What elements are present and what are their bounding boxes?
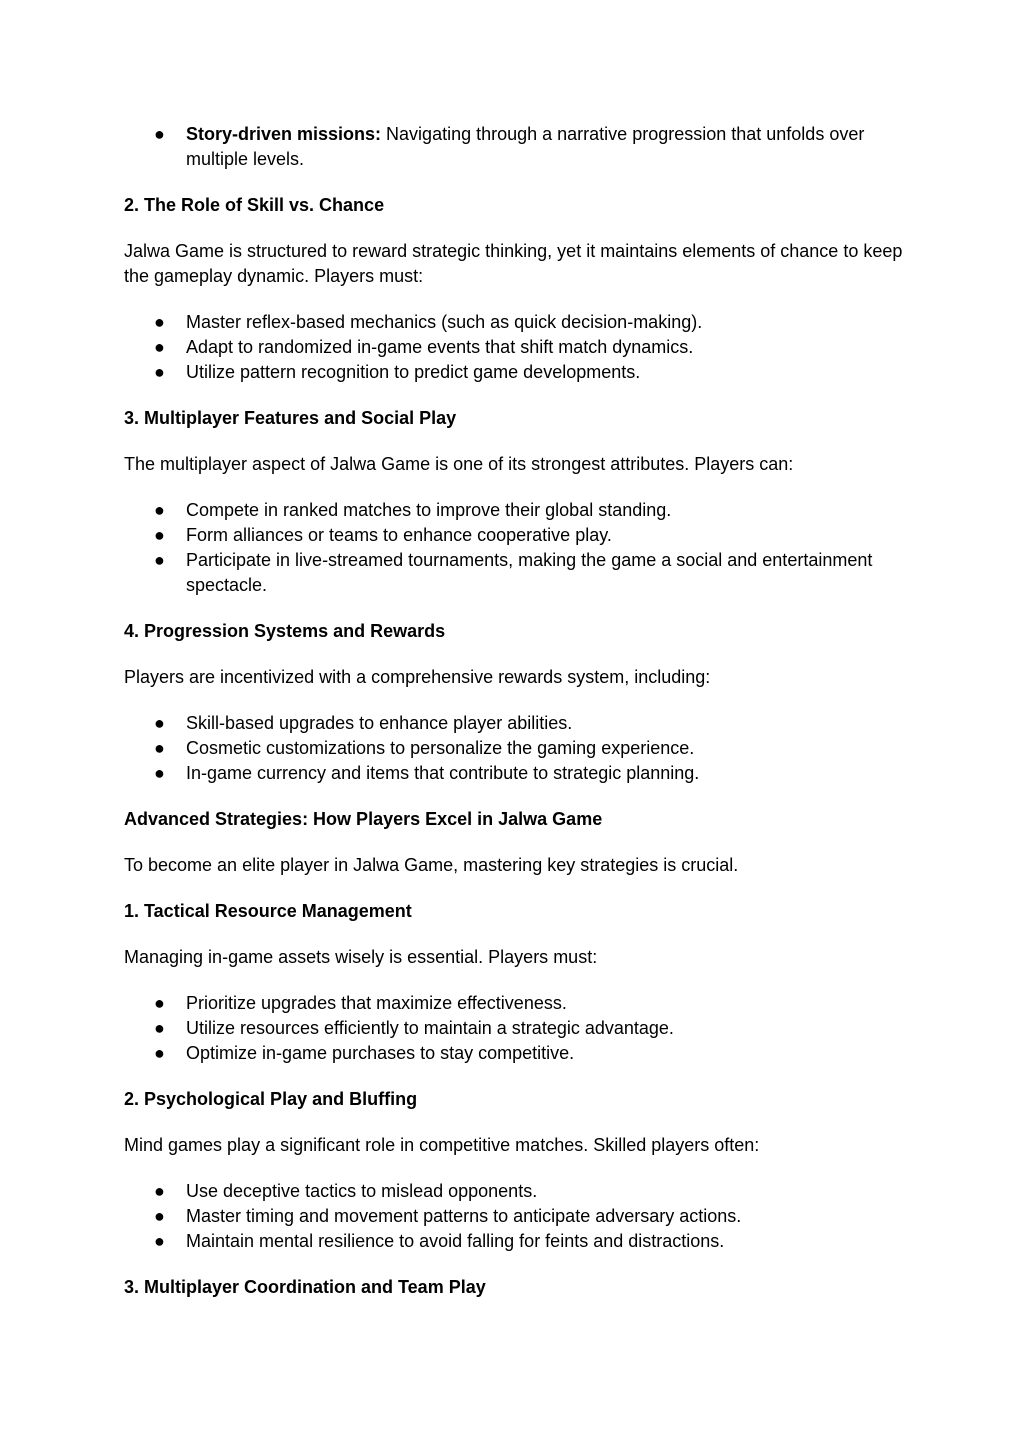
bullet-list xyxy=(124,711,914,786)
list-item xyxy=(124,548,914,598)
list-item xyxy=(124,736,914,761)
list-item-text: Adapt to randomized in-game events that shift match dynamics. xyxy=(186,337,694,357)
list-item xyxy=(124,1204,914,1229)
list-item-text: Skill-based upgrades to enhance player abilities. xyxy=(186,713,573,733)
list-item-text: Master timing and movement patterns to anticipate adversary actions. xyxy=(186,1206,742,1226)
list-item xyxy=(124,761,914,786)
list-item xyxy=(124,360,914,385)
list-item xyxy=(124,1016,914,1041)
section-paragraph: Managing in-game assets wisely is essential. Players must: xyxy=(124,947,598,967)
bullet-icon: ● xyxy=(154,1231,165,1251)
intro-bullet-list xyxy=(124,122,914,172)
list-item-text: Utilize resources efficiently to maintain a strategic advantage. xyxy=(186,1018,674,1038)
bullet-icon: ● xyxy=(154,500,165,520)
bullet-icon: ● xyxy=(154,738,165,758)
list-item-text: Utilize pattern recognition to predict game developments. xyxy=(186,362,641,382)
section-heading: 3. Multiplayer Coordination and Team Play xyxy=(124,1277,486,1297)
section-heading: 2. The Role of Skill vs. Chance xyxy=(124,195,385,215)
list-item-text: Form alliances or teams to enhance cooperative play. xyxy=(186,525,612,545)
section-heading: Advanced Strategies: How Players Excel in Jalwa Game xyxy=(124,809,603,829)
bullet-list xyxy=(124,991,914,1066)
bullet-icon: ● xyxy=(154,1043,165,1063)
list-item xyxy=(124,1229,914,1254)
list-item-text: In-game currency and items that contribute to strategic planning. xyxy=(186,763,700,783)
bullet-icon: ● xyxy=(154,124,165,144)
bullet-list xyxy=(124,498,914,598)
section-paragraph: The multiplayer aspect of Jalwa Game is one of its strongest attributes. Players can: xyxy=(124,454,794,474)
list-item-text: Compete in ranked matches to improve their global standing. xyxy=(186,500,672,520)
bullet-icon: ● xyxy=(154,312,165,332)
bullet-icon: ● xyxy=(154,337,165,357)
section-paragraph: Mind games play a significant role in competitive matches. Skilled players often: xyxy=(124,1135,760,1155)
bullet-icon: ● xyxy=(154,550,165,570)
bullet-list xyxy=(124,1179,914,1254)
section-paragraph: To become an elite player in Jalwa Game, mastering key strategies is crucial. xyxy=(124,855,739,875)
document-page xyxy=(124,122,914,1300)
list-item-bold-label: Story-driven missions: xyxy=(186,124,382,144)
bullet-icon: ● xyxy=(154,1018,165,1038)
section-paragraph: Players are incentivized with a comprehensive rewards system, including: xyxy=(124,667,711,687)
bullet-icon: ● xyxy=(154,362,165,382)
bullet-icon: ● xyxy=(154,763,165,783)
list-item-text: Participate in live-streamed tournaments, making the game a social and entertainment spectacle. xyxy=(186,550,873,595)
section-heading: 2. Psychological Play and Bluffing xyxy=(124,1089,418,1109)
list-item xyxy=(124,1179,914,1204)
bullet-icon: ● xyxy=(154,993,165,1013)
list-item-text: Use deceptive tactics to mislead opponents. xyxy=(186,1181,538,1201)
section-paragraph: Jalwa Game is structured to reward strategic thinking, yet it maintains elements of chance to keep the gameplay dynamic. Players must: xyxy=(124,241,903,286)
section-heading: 1. Tactical Resource Management xyxy=(124,901,412,921)
bullet-icon: ● xyxy=(154,1206,165,1226)
list-item xyxy=(124,122,914,172)
section-heading: 3. Multiplayer Features and Social Play xyxy=(124,408,457,428)
list-item xyxy=(124,310,914,335)
list-item xyxy=(124,1041,914,1066)
list-item-text: Prioritize upgrades that maximize effectiveness. xyxy=(186,993,567,1013)
bullet-icon: ● xyxy=(154,713,165,733)
list-item-text: Maintain mental resilience to avoid falling for feints and distractions. xyxy=(186,1231,725,1251)
list-item xyxy=(124,523,914,548)
bullet-icon: ● xyxy=(154,1181,165,1201)
bullet-list xyxy=(124,310,914,385)
list-item-text: Master reflex-based mechanics (such as quick decision-making). xyxy=(186,312,703,332)
list-item-text: Navigating through a narrative progression that unfolds over multiple levels. xyxy=(186,124,865,169)
list-item-text: Optimize in-game purchases to stay competitive. xyxy=(186,1043,575,1063)
list-item xyxy=(124,335,914,360)
section-heading: 4. Progression Systems and Rewards xyxy=(124,621,446,641)
list-item xyxy=(124,991,914,1016)
list-item xyxy=(124,498,914,523)
bullet-icon: ● xyxy=(154,525,165,545)
list-item xyxy=(124,711,914,736)
list-item-text: Cosmetic customizations to personalize the gaming experience. xyxy=(186,738,695,758)
